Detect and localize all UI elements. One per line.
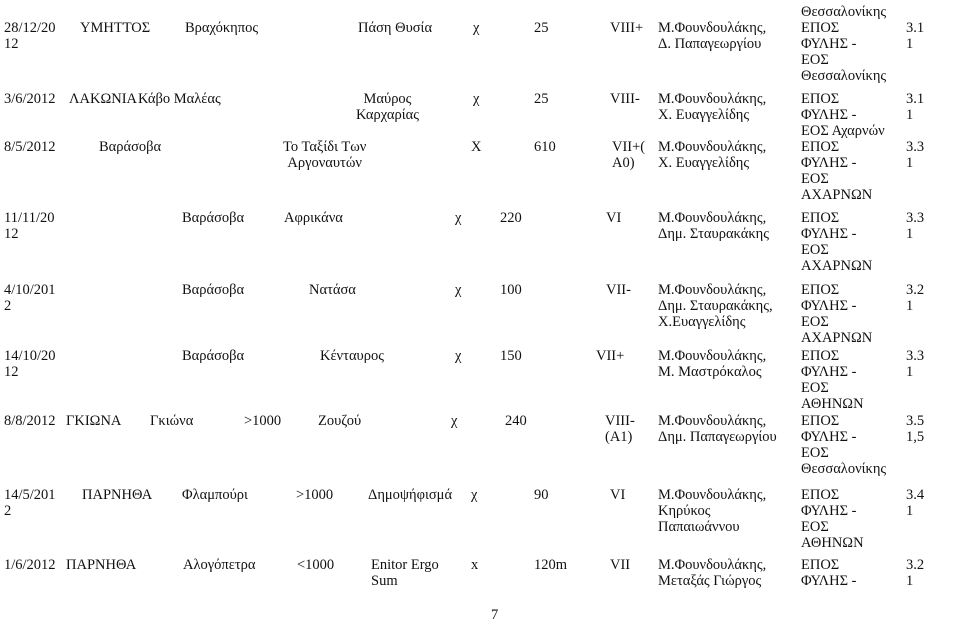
cell-score: 3.2 1 bbox=[906, 557, 925, 589]
cell-club: ΕΠΟΣ ΦΥΛΗΣ - bbox=[801, 557, 857, 589]
page-number: 7 bbox=[491, 607, 499, 623]
cell-grade: VIII+ bbox=[610, 20, 644, 36]
cell-climbers: Μ.Φουνδουλάκης, Μεταξάς Γιώργος bbox=[658, 557, 767, 589]
cell-score: 3.4 1 bbox=[906, 487, 925, 519]
cell-score: 3.1 1 bbox=[906, 91, 925, 123]
cell-type: χ bbox=[473, 91, 480, 107]
cell-route: Πάση Θυσία bbox=[358, 20, 433, 36]
cell-date: 1/6/2012 bbox=[4, 557, 56, 573]
cell-type: x bbox=[471, 557, 479, 573]
cell-score: 3.3 1 bbox=[906, 139, 925, 171]
cell-location: Αλογόπετρα bbox=[183, 557, 256, 573]
cell-type: χ bbox=[455, 210, 462, 226]
cell-date: 8/8/2012 bbox=[4, 413, 56, 429]
cell-route: Enitor Ergo Sum bbox=[371, 557, 439, 589]
cell-club: ΕΠΟΣ ΦΥΛΗΣ - ΕΟΣ ΑΘΗΝΩΝ bbox=[801, 348, 864, 412]
cell-length: 100 bbox=[500, 282, 522, 298]
cell-date: 11/11/20 12 bbox=[4, 210, 55, 242]
cell-route: Νατάσα bbox=[309, 282, 356, 298]
cell-length: 25 bbox=[534, 20, 549, 36]
cell-date: 28/12/20 12 bbox=[4, 20, 56, 52]
cell-grade: VII+( A0) bbox=[612, 139, 646, 171]
cell-club: ΕΠΟΣ ΦΥΛΗΣ - ΕΟΣ Θεσσαλονίκης bbox=[801, 20, 887, 84]
cell-route: Ζουζού bbox=[318, 413, 362, 429]
cell-type: χ bbox=[455, 282, 462, 298]
cell-grade: VII+ bbox=[596, 348, 625, 364]
cell-score: 3.2 1 bbox=[906, 282, 925, 314]
cell-climbers: Μ.Φουνδουλάκης, Μ. Μαστρόκαλος bbox=[658, 348, 767, 380]
cell-climbers: Μ.Φουνδουλάκης, Χ. Ευαγγελίδης bbox=[658, 91, 767, 123]
cell-climbers: Μ.Φουνδουλάκης, Κηρύκος Παπαιωάννου bbox=[658, 487, 767, 535]
cell-climbers: Μ.Φουνδουλάκης, Δημ. Σταυρακάκης, Χ.Ευαγγελίδης bbox=[658, 282, 773, 330]
cell-type: χ bbox=[471, 487, 478, 503]
cell-location: Βραχόκηπος bbox=[185, 20, 259, 36]
cell-score: 3.3 1 bbox=[906, 210, 925, 242]
cell-location: Κάβο Μαλέας bbox=[138, 91, 221, 107]
cell-type: χ bbox=[473, 20, 480, 36]
cell-club: ΕΠΟΣ ΦΥΛΗΣ - ΕΟΣ Θεσσαλονίκης bbox=[801, 413, 887, 477]
cell-length: 220 bbox=[500, 210, 522, 226]
cell-altitude: <1000 bbox=[297, 557, 335, 573]
cell-length: 150 bbox=[500, 348, 522, 364]
continuation-text: Θεσσαλονίκης bbox=[801, 4, 887, 20]
cell-region: ΛΑΚΩΝΙΑ bbox=[69, 91, 138, 107]
cell-grade: VIII- bbox=[610, 91, 640, 107]
cell-route: Αφρικάνα bbox=[284, 210, 343, 226]
cell-region: ΓΚΙΩΝΑ bbox=[66, 413, 122, 429]
cell-route: Κένταυρος bbox=[320, 348, 384, 364]
cell-length: 90 bbox=[534, 487, 549, 503]
cell-region: ΠΑΡΝΗΘΑ bbox=[82, 487, 153, 503]
cell-type: χ bbox=[451, 413, 458, 429]
cell-region: ΥΜΗΤΤΟΣ bbox=[80, 20, 151, 36]
cell-grade: VIII- (A1) bbox=[605, 413, 635, 445]
cell-region: Βαράσοβα bbox=[99, 139, 162, 155]
cell-route: Δημοψήφισμά bbox=[368, 487, 453, 503]
cell-date: 14/10/20 12 bbox=[4, 348, 56, 380]
cell-climbers: Μ.Φουνδουλάκης, Χ. Ευαγγελίδης bbox=[658, 139, 767, 171]
cell-score: 3.1 1 bbox=[906, 20, 925, 52]
cell-location: Φλαμπούρι bbox=[182, 487, 248, 503]
cell-route: Το Ταξίδι Των Αργοναυτών bbox=[283, 139, 367, 171]
cell-location: Γκιώνα bbox=[150, 413, 194, 429]
cell-grade: VII- bbox=[606, 282, 631, 298]
cell-club: ΕΠΟΣ ΦΥΛΗΣ - ΕΟΣ ΑΘΗΝΩΝ bbox=[801, 487, 864, 551]
cell-grade: VI bbox=[606, 210, 622, 226]
cell-grade: VI bbox=[610, 487, 626, 503]
cell-club: ΕΠΟΣ ΦΥΛΗΣ - ΕΟΣ Αχαρνών bbox=[801, 91, 885, 139]
cell-date: 4/10/201 2 bbox=[4, 282, 56, 314]
cell-length: 25 bbox=[534, 91, 549, 107]
cell-altitude: >1000 bbox=[244, 413, 282, 429]
cell-grade: VII bbox=[610, 557, 631, 573]
cell-route: Μαύρος Καρχαρίας bbox=[356, 91, 419, 123]
cell-club: ΕΠΟΣ ΦΥΛΗΣ - ΕΟΣ ΑΧΑΡΝΩΝ bbox=[801, 210, 873, 274]
cell-climbers: Μ.Φουνδουλάκης, Δημ. Σταυρακάκης bbox=[658, 210, 769, 242]
cell-region: Βαράσοβα bbox=[182, 348, 245, 364]
cell-region: ΠΑΡΝΗΘΑ bbox=[66, 557, 137, 573]
cell-altitude: >1000 bbox=[296, 487, 334, 503]
cell-date: 14/5/201 2 bbox=[4, 487, 56, 519]
cell-date: 3/6/2012 bbox=[4, 91, 56, 107]
cell-length: 610 bbox=[534, 139, 556, 155]
cell-region: Βαράσοβα bbox=[182, 210, 245, 226]
cell-date: 8/5/2012 bbox=[4, 139, 56, 155]
cell-length: 240 bbox=[505, 413, 527, 429]
cell-club: ΕΠΟΣ ΦΥΛΗΣ - ΕΟΣ ΑΧΑΡΝΩΝ bbox=[801, 139, 873, 203]
cell-type: χ bbox=[455, 348, 462, 364]
cell-length: 120m bbox=[534, 557, 568, 573]
cell-region: Βαράσοβα bbox=[182, 282, 245, 298]
cell-score: 3.3 1 bbox=[906, 348, 925, 380]
cell-type: Χ bbox=[471, 139, 482, 155]
cell-score: 3.5 1,5 bbox=[906, 413, 925, 445]
cell-climbers: Μ.Φουνδουλάκης, Δημ. Παπαγεωργίου bbox=[658, 413, 777, 445]
cell-club: ΕΠΟΣ ΦΥΛΗΣ - ΕΟΣ ΑΧΑΡΝΩΝ bbox=[801, 282, 873, 346]
cell-climbers: Μ.Φουνδουλάκης, Δ. Παπαγεωργίου bbox=[658, 20, 767, 52]
